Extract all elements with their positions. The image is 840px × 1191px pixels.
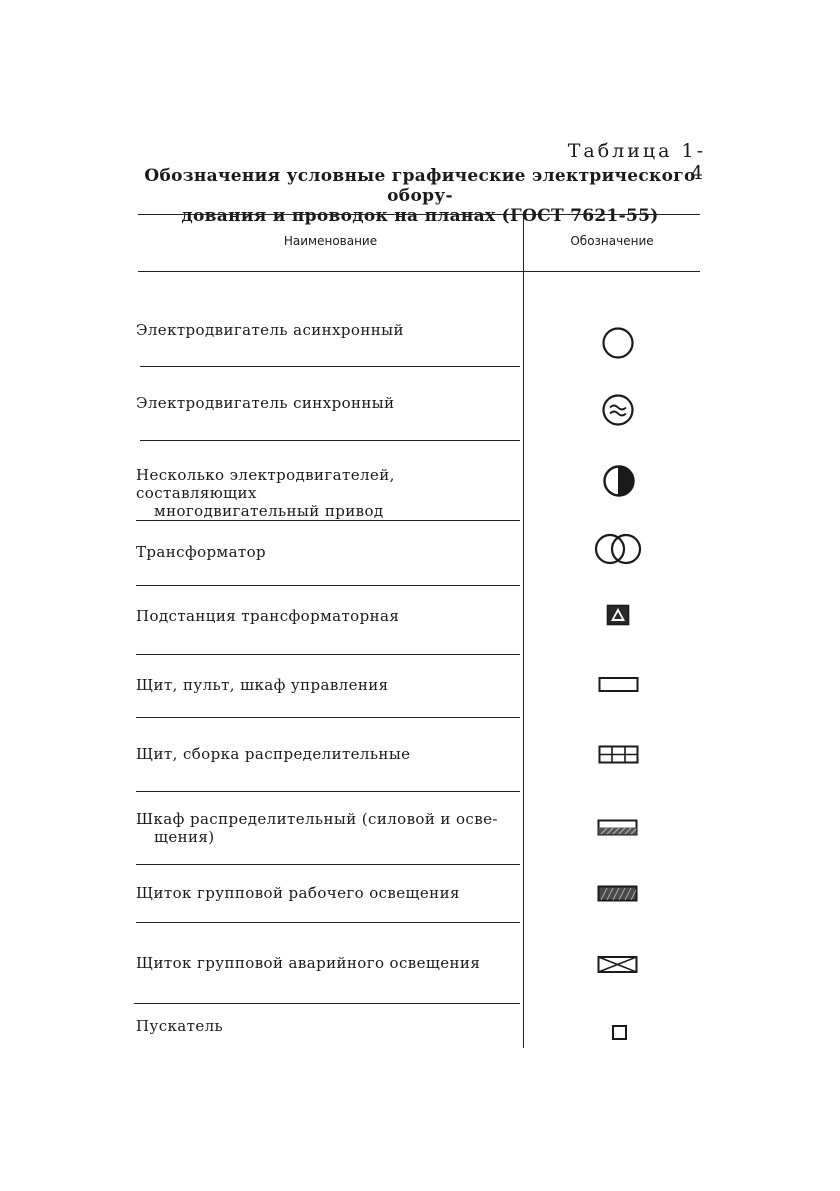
- header-bottom-rule: [138, 271, 700, 272]
- row-label: [136, 954, 518, 972]
- row-separator: [140, 440, 520, 441]
- row-label: [136, 607, 518, 625]
- row-label: [136, 321, 518, 339]
- row-separator: [136, 791, 520, 792]
- row-label: [136, 466, 518, 520]
- circle-tilde-icon: [600, 392, 636, 428]
- row-separator: [136, 585, 520, 586]
- table-number: Таблица 1-4: [567, 140, 706, 184]
- circle-icon: [600, 325, 636, 361]
- row-label: [136, 543, 518, 561]
- row-separator: [140, 366, 520, 367]
- row-separator: [134, 1003, 520, 1004]
- two-circles-icon: [593, 531, 645, 567]
- table-top-rule: [138, 214, 700, 215]
- half-filled-circle-icon: [601, 463, 637, 499]
- half-hatched-rectangle-icon: [597, 819, 639, 837]
- row-label-line: Щит, сборка распределительные: [136, 745, 411, 763]
- row-separator: [136, 922, 520, 923]
- row-label-continuation: многодвигательный привод: [154, 502, 384, 520]
- row-label-line: Пускатель: [136, 1017, 224, 1035]
- row-label: [136, 1017, 518, 1035]
- caption-line-1: Обозначения условные графические электрического обору-: [144, 166, 696, 206]
- row-label: [136, 884, 518, 902]
- substation-icon: [606, 604, 630, 626]
- row-separator: [136, 864, 520, 865]
- row-label: [136, 745, 518, 763]
- row-separator: [136, 717, 520, 718]
- row-label-line: Трансформатор: [136, 543, 267, 561]
- header-name: Наименование: [283, 234, 378, 248]
- row-label-continuation: щения): [154, 828, 215, 846]
- row-separator: [136, 654, 520, 655]
- row-label: [136, 810, 518, 846]
- row-label-line: Подстанция трансформаторная: [136, 607, 400, 625]
- small-square-icon: [611, 1024, 629, 1042]
- row-label-line: Электродвигатель асинхронный: [136, 321, 404, 339]
- header-symbol: Обозначение: [570, 234, 654, 248]
- table-caption: [130, 166, 710, 226]
- row-label-line: Щиток групповой рабочего освещения: [136, 884, 460, 902]
- row-label: [136, 394, 518, 412]
- row-label-line: Электродвигатель синхронный: [136, 394, 395, 412]
- row-label-line: Щит, пульт, шкаф управления: [136, 676, 389, 694]
- row-label: [136, 676, 518, 694]
- row-label-line: Щиток групповой аварийного освещения: [136, 954, 481, 972]
- row-label-line: Несколько электродвигателей, составляющих: [136, 466, 395, 502]
- row-separator: [136, 520, 520, 521]
- empty-rectangle-icon: [598, 676, 640, 694]
- row-label-line: Шкаф распределительный (силовой и осве-: [136, 810, 498, 828]
- caption-line-2: дования и проводок на планах (ГОСТ 7621-55): [181, 206, 659, 226]
- crossed-rectangle-icon: [597, 955, 639, 975]
- column-divider: [523, 214, 524, 1048]
- grid-rectangle-icon: [598, 745, 640, 765]
- hatched-rectangle-icon: [597, 885, 639, 903]
